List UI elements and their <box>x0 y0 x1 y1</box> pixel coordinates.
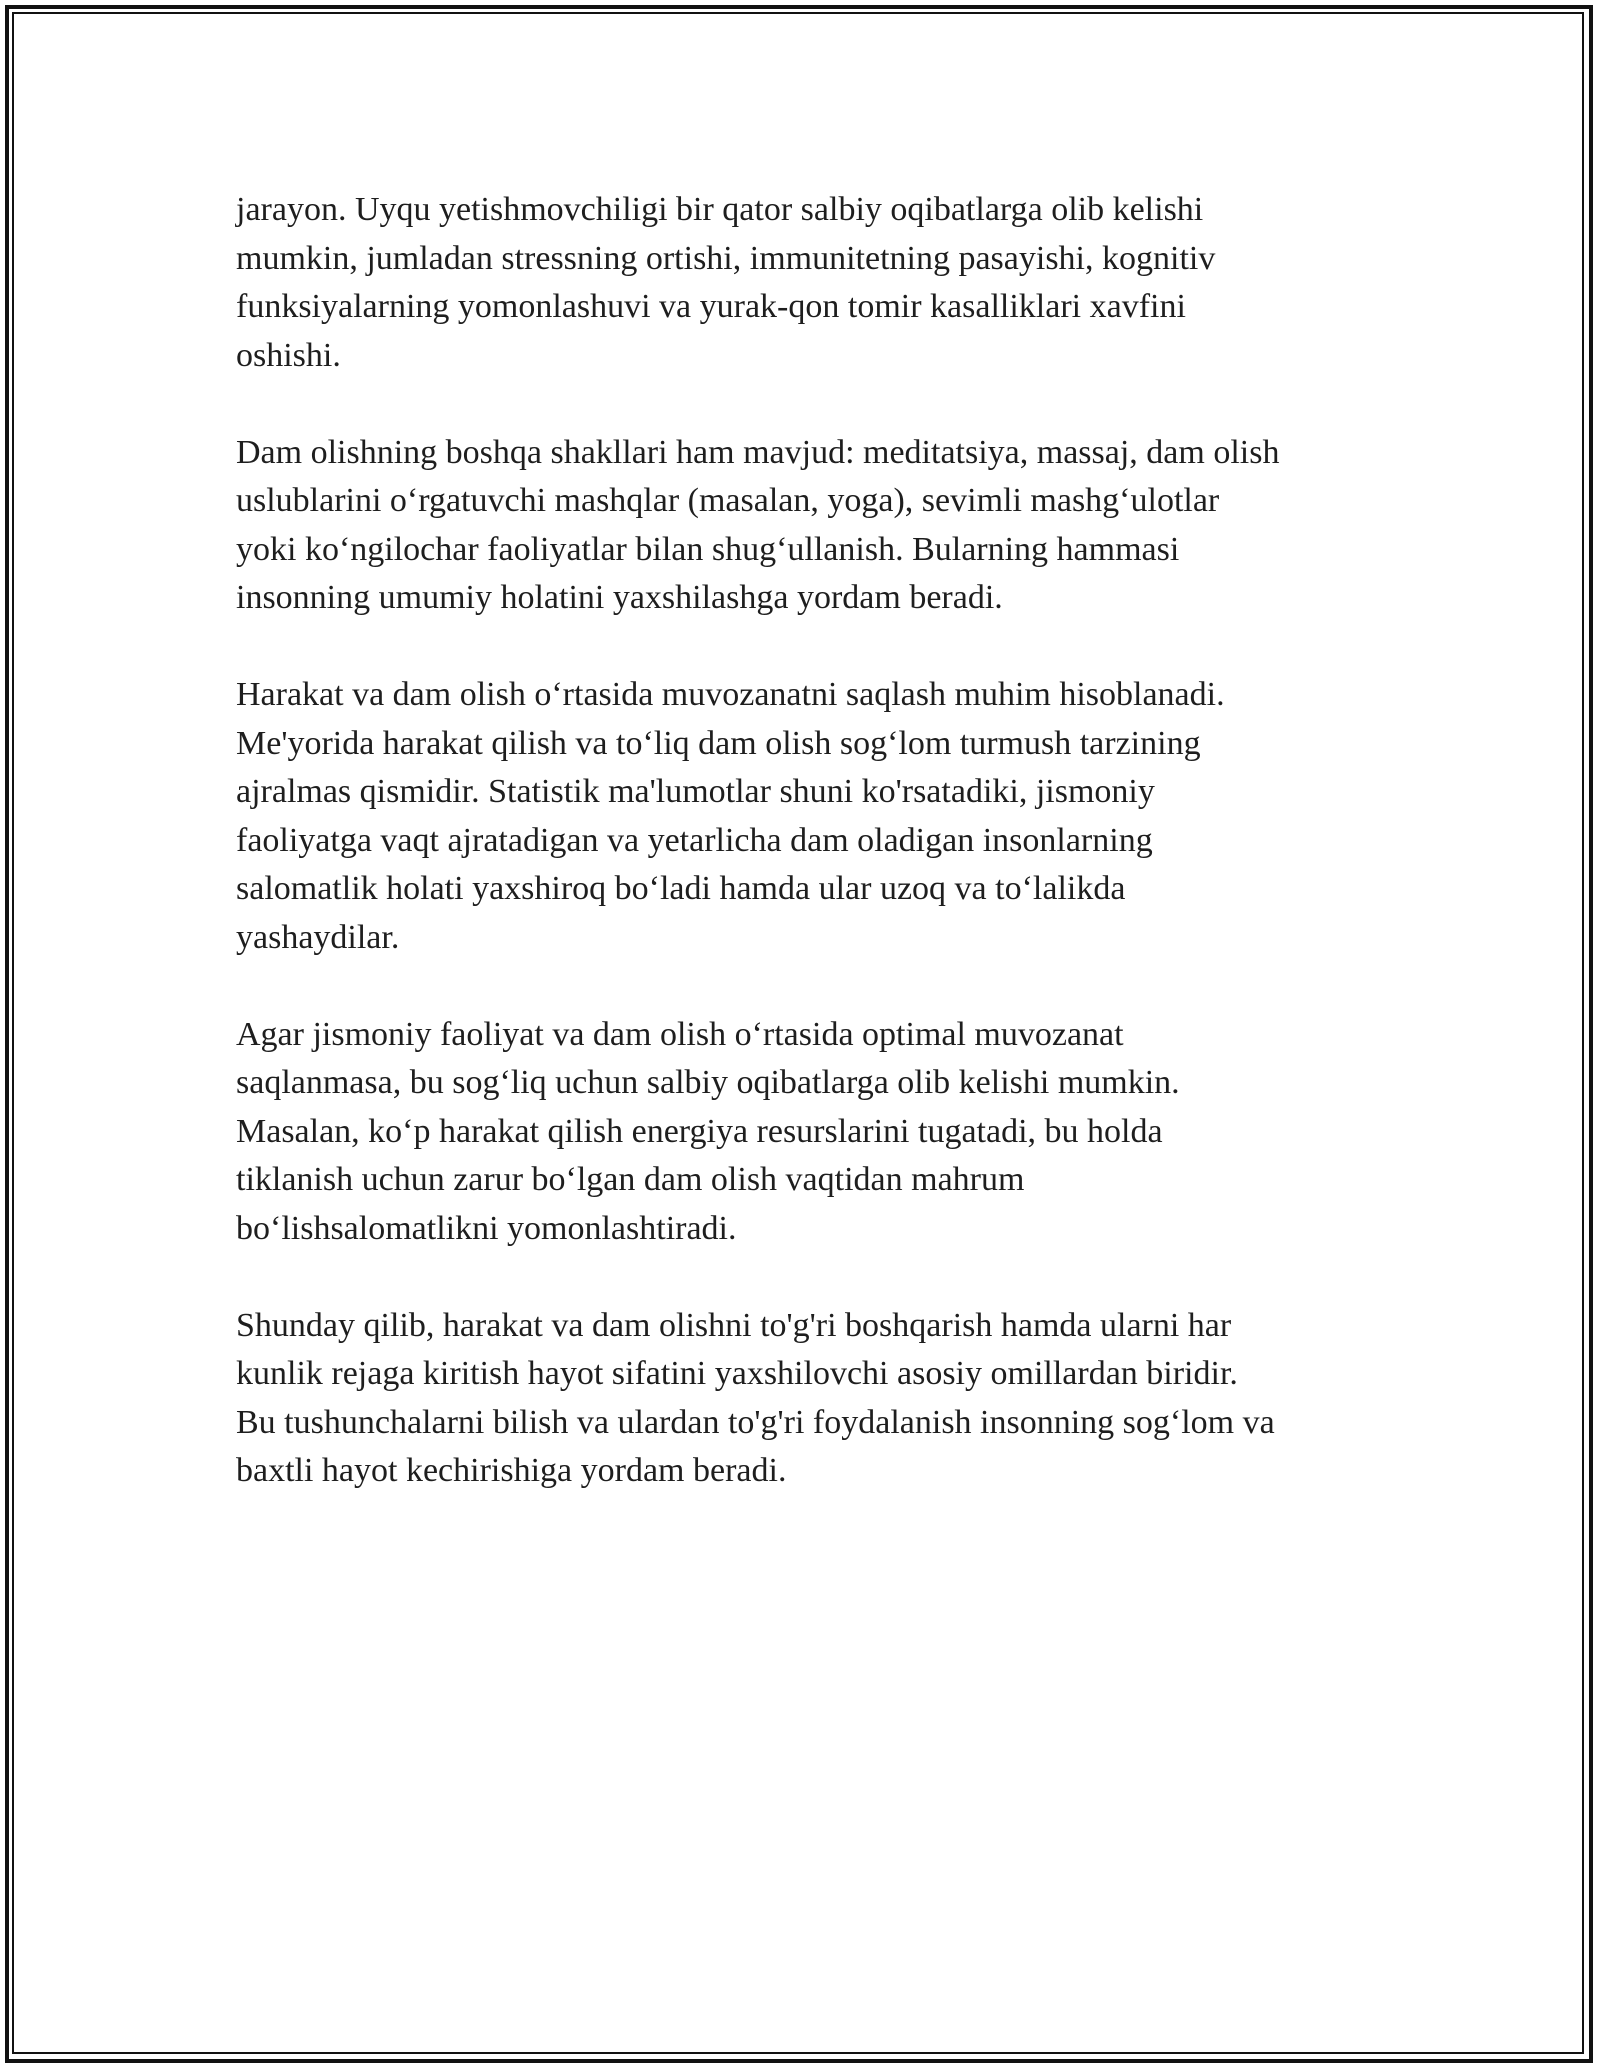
text-line: tiklanish uchun zarur bo‘lgan dam olish vaqtidan mahrum <box>236 1161 1025 1198</box>
text-line: kunlik rejaga kiritish hayot sifatini yaxshilovchi asosiy omillardan biridir. <box>236 1355 1238 1392</box>
text-line: baxtli hayot kechirishiga yordam beradi. <box>236 1452 787 1489</box>
text-line: jarayon. Uyqu yetishmovchiligi bir qator salbiy oqibatlarga olib kelishi <box>236 191 1204 228</box>
text-line: faoliyatga vaqt ajratadigan va yetarlicha dam oladigan insonlarning <box>236 821 1153 859</box>
text-line: Masalan, ko‘p harakat qilish energiya resurslarini tugatadi, bu holda <box>236 1112 1163 1150</box>
text-line: oshishi. <box>236 336 341 374</box>
paragraph-4 <box>236 1011 1396 1254</box>
text-line: insonning umumiy holatini yaxshilashga yordam beradi. <box>236 579 1003 616</box>
document-body <box>236 186 1396 1544</box>
text-line: Me'yorida harakat qilish va to‘liq dam olish sog‘lom turmush tarzining <box>236 724 1201 762</box>
paragraph-3 <box>236 671 1396 962</box>
text-line: saqlanmasa, bu sog‘liq uchun salbiy oqibatlarga olib kelishi mumkin. <box>236 1064 1180 1101</box>
text-line: yashaydilar. <box>236 918 400 956</box>
text-line: salomatlik holati yaxshiroq bo‘ladi hamda ular uzoq va to‘lalikda <box>236 870 1126 907</box>
text-line: uslublarini o‘rgatuvchi mashqlar (masalan, yoga), sevimli mashg‘ulotlar <box>236 482 1220 519</box>
text-line: mumkin, jumladan stressning ortishi, immunitetning pasayishi, kognitiv <box>236 239 1216 277</box>
paragraph-2 <box>236 429 1396 623</box>
paragraph-5 <box>236 1302 1396 1496</box>
text-line: Harakat va dam olish o‘rtasida muvozanatni saqlash muhim hisoblanadi. <box>236 676 1225 713</box>
text-line: ajralmas qismidir. Statistik ma'lumotlar shuni ko'rsatadiki, jismoniy <box>236 773 1155 810</box>
text-line: Agar jismoniy faoliyat va dam olish o‘rtasida optimal muvozanat <box>236 1015 1124 1053</box>
text-line: Shunday qilib, harakat va dam olishni to'g'ri boshqarish hamda ularni har <box>236 1306 1232 1344</box>
paragraph-1 <box>236 186 1396 380</box>
text-line: bo‘lishsalomatlikni yomonlashtiradi. <box>236 1209 737 1247</box>
text-line: Bu tushunchalarni bilish va ulardan to'g'ri foydalanish insonning sog‘lom va <box>236 1403 1275 1441</box>
text-line: funksiyalarning yomonlashuvi va yurak-qon tomir kasalliklari xavfini <box>236 288 1186 325</box>
text-line: Dam olishning boshqa shakllari ham mavjud: meditatsiya, massaj, dam olish <box>236 433 1280 471</box>
text-line: yoki ko‘ngilochar faoliyatlar bilan shug‘ullanish. Bularning hammasi <box>236 530 1180 568</box>
